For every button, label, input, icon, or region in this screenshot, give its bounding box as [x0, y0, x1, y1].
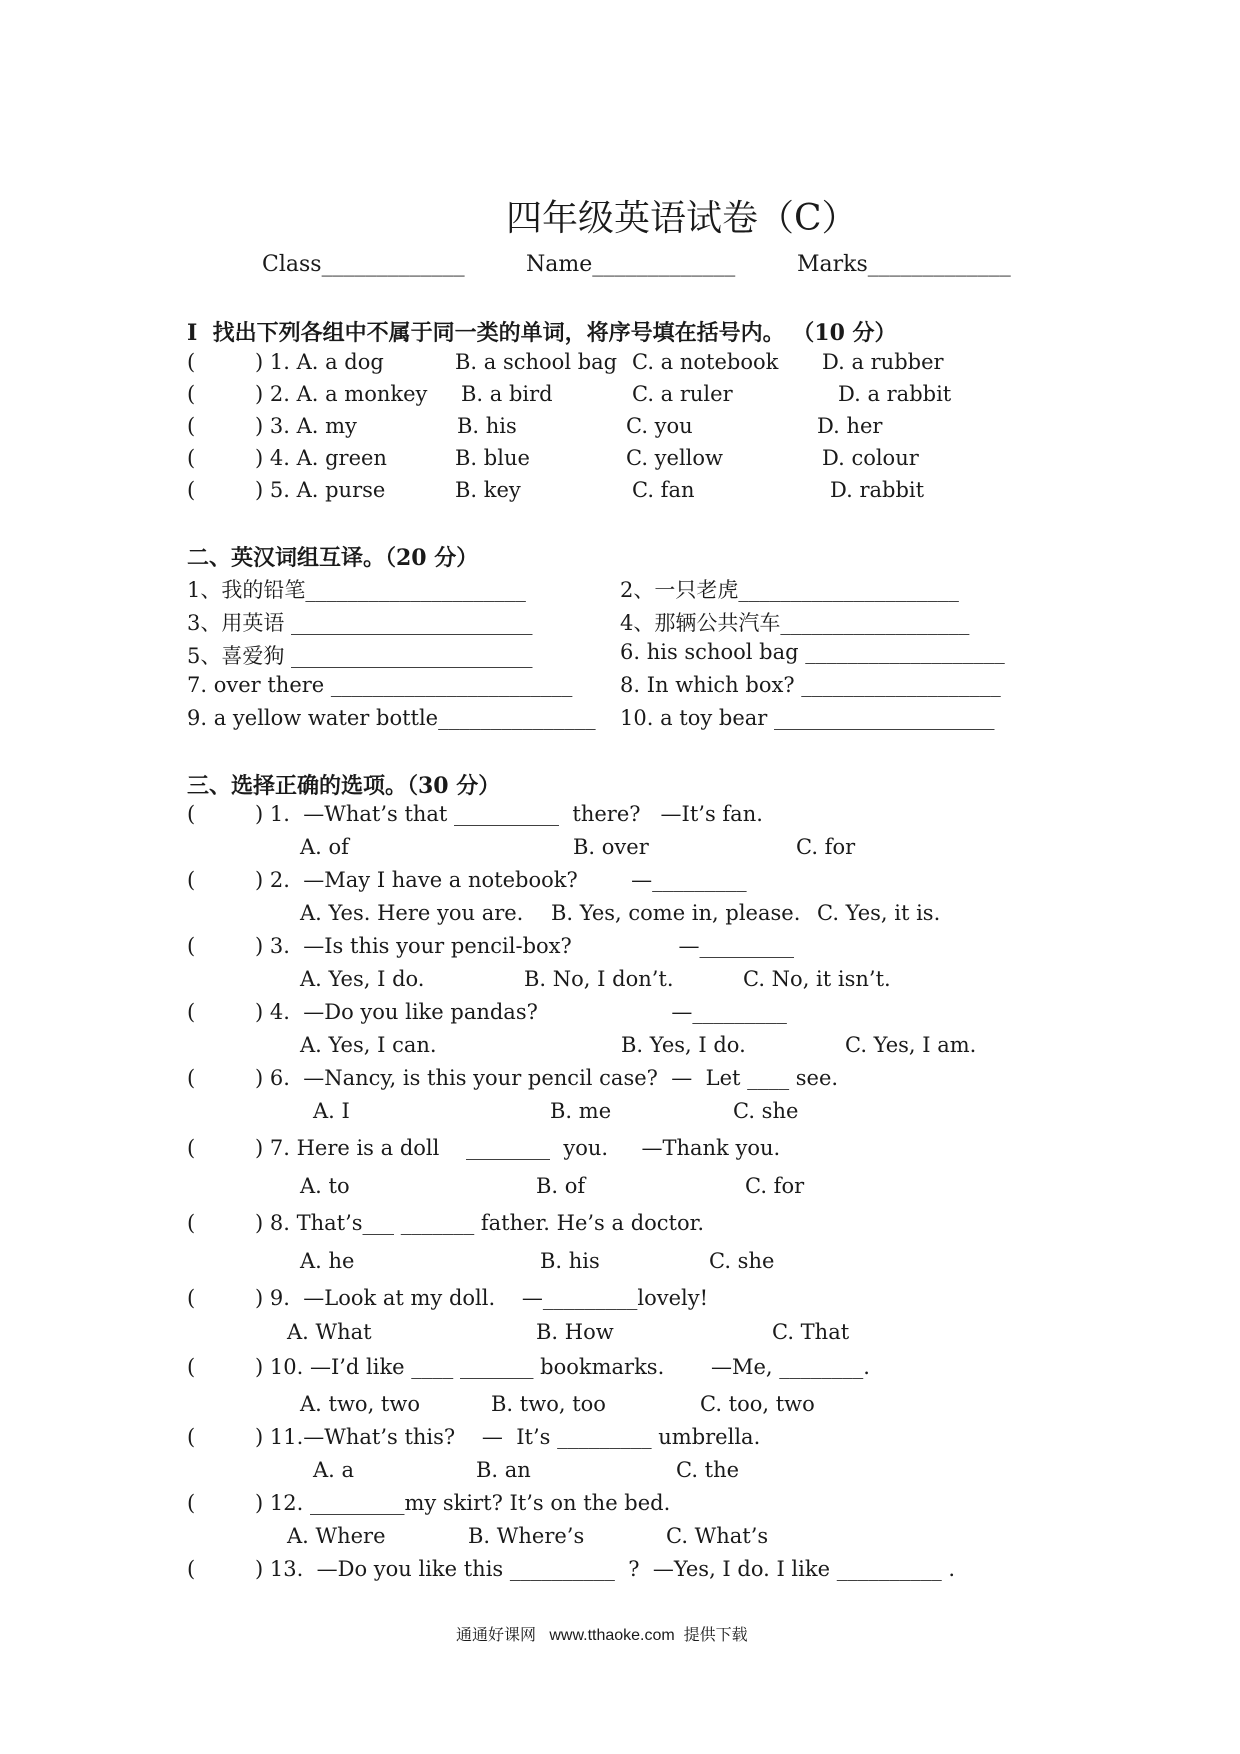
s3-paren: ( — [187, 1211, 196, 1235]
s3-option-c: C. Yes, it is. — [817, 901, 941, 925]
s3-paren: ( — [187, 1491, 196, 1515]
s3-option-b: B. an — [476, 1458, 531, 1482]
s2-right-item: 2、一只老虎_____________________ — [620, 578, 959, 602]
s2-left-item: 9. a yellow water bottle_______________ — [187, 706, 596, 730]
s3-option-b: B. over — [573, 835, 649, 859]
s3-option-a: A. Yes, I do. — [300, 967, 425, 991]
s3-question: ) 2. —May I have a notebook? —_________ — [255, 868, 747, 892]
s1-option-a: ) 1. A. a dog — [255, 350, 384, 374]
s3-option-c: C. What’s — [666, 1524, 769, 1548]
s3-option-a: A. two, two — [300, 1392, 420, 1416]
s2-left-item: 3、用英语 _______________________ — [187, 611, 533, 635]
s3-option-b: B. me — [550, 1099, 612, 1123]
s3-option-a: A. he — [300, 1249, 355, 1273]
s1-option-d: D. a rubber — [822, 350, 944, 374]
s3-question: ) 6. —Nancy, is this your pencil case? — Let ____ see. — [255, 1066, 839, 1090]
class-field: Class_____________ — [262, 252, 465, 277]
s1-option-b: B. his — [457, 414, 517, 438]
s1-option-d: D. rabbit — [830, 478, 925, 502]
s2-left-item: 1、我的铅笔_____________________ — [187, 578, 526, 602]
s3-question: ) 1. —What’s that __________ there? —It’s fan. — [255, 802, 763, 826]
s3-option-a: A. What — [287, 1320, 372, 1344]
s3-option-b: B. of — [536, 1174, 586, 1198]
s2-right-item: 4、那辆公共汽车__________________ — [620, 611, 970, 635]
s1-option-c: C. fan — [632, 478, 695, 502]
s3-option-b: B. How — [536, 1320, 614, 1344]
s3-paren: ( — [187, 1557, 196, 1581]
s1-paren: ( — [187, 350, 196, 374]
s3-option-a: A. a — [313, 1458, 355, 1482]
s3-option-a: A. Yes. Here you are. — [300, 901, 524, 925]
s1-option-c: C. you — [626, 414, 693, 438]
s3-question: ) 10. —I’d like ____ _______ bookmarks. —Me, ________. — [255, 1355, 870, 1379]
s3-option-a: A. of — [300, 835, 349, 859]
s2-right-item: 10. a toy bear _____________________ — [620, 706, 995, 730]
s3-option-b: B. two, too — [491, 1392, 606, 1416]
section-1-heading: I 找出下列各组中不属于同一类的单词，将序号填在括号内。 （10 分） — [187, 320, 897, 346]
s3-paren: ( — [187, 802, 196, 826]
name-field: Name_____________ — [526, 252, 736, 277]
footer-credit: 通通好课网 www.tthaoke.com 提供下载 — [456, 1627, 748, 1644]
s3-option-c: C. too, two — [700, 1392, 815, 1416]
s3-paren: ( — [187, 1355, 196, 1379]
s2-right-item: 8. In which box? ___________________ — [620, 673, 1001, 697]
s1-paren: ( — [187, 478, 196, 502]
s3-paren: ( — [187, 1286, 196, 1310]
s1-option-b: B. a school bag — [455, 350, 618, 374]
s1-option-d: D. a rabbit — [838, 382, 952, 406]
s3-option-b: B. his — [540, 1249, 600, 1273]
s3-option-c: C. she — [733, 1099, 799, 1123]
s3-option-c: C. No, it isn’t. — [743, 967, 891, 991]
s1-option-a: ) 2. A. a monkey — [255, 382, 428, 406]
s3-option-a: A. Yes, I can. — [300, 1033, 437, 1057]
s3-paren: ( — [187, 1425, 196, 1449]
s1-paren: ( — [187, 382, 196, 406]
s2-left-item: 5、喜爱狗 _______________________ — [187, 644, 533, 668]
section-2-heading: 二、英汉词组互译。（20 分） — [187, 545, 479, 571]
s1-option-b: B. blue — [455, 446, 530, 470]
s3-question: ) 9. —Look at my doll. —_________lovely! — [255, 1286, 709, 1310]
s3-option-c: C. That — [772, 1320, 850, 1344]
s3-paren: ( — [187, 1066, 196, 1090]
s3-question: ) 11.—What’s this? — It’s _________ umbrella. — [255, 1425, 761, 1449]
s1-option-a: ) 5. A. purse — [255, 478, 386, 502]
s3-question: ) 7. Here is a doll ________ you. —Thank you. — [255, 1136, 781, 1160]
s3-question: ) 4. —Do you like pandas? —_________ — [255, 1000, 787, 1024]
s3-option-c: C. for — [745, 1174, 805, 1198]
s3-question: ) 13. —Do you like this __________ ? —Yes, I do. I like __________ . — [255, 1557, 956, 1581]
s3-option-a: A. Where — [287, 1524, 386, 1548]
s3-option-a: A. I — [313, 1099, 350, 1123]
s1-option-c: C. a ruler — [632, 382, 733, 406]
s3-option-c: C. she — [709, 1249, 775, 1273]
page-title: 四年级英语试卷（C） — [506, 198, 858, 239]
s3-paren: ( — [187, 868, 196, 892]
s2-right-item: 6. his school bag ___________________ — [620, 640, 1005, 664]
s3-option-c: C. the — [676, 1458, 740, 1482]
s1-paren: ( — [187, 446, 196, 470]
s1-option-b: B. key — [455, 478, 521, 502]
s3-option-c: C. Yes, I am. — [845, 1033, 977, 1057]
s1-option-c: C. yellow — [626, 446, 724, 470]
s3-question: ) 8. That’s___ _______ father. He’s a doctor. — [255, 1211, 705, 1235]
s2-left-item: 7. over there _______________________ — [187, 673, 573, 697]
s3-question: ) 3. —Is this your pencil-box? —_________ — [255, 934, 795, 958]
s3-option-b: B. Where’s — [468, 1524, 585, 1548]
s3-paren: ( — [187, 934, 196, 958]
s3-paren: ( — [187, 1136, 196, 1160]
s3-option-b: B. No, I don’t. — [524, 967, 674, 991]
s1-option-a: ) 4. A. green — [255, 446, 387, 470]
section-3-heading: 三、选择正确的选项。（30 分） — [187, 773, 501, 799]
s1-option-d: D. colour — [822, 446, 919, 470]
s3-paren: ( — [187, 1000, 196, 1024]
s1-option-a: ) 3. A. my — [255, 414, 357, 438]
s3-option-b: B. Yes, come in, please. — [551, 901, 801, 925]
s1-option-c: C. a notebook — [632, 350, 779, 374]
s3-question: ) 12. _________my skirt? It’s on the bed. — [255, 1491, 671, 1515]
s3-option-c: C. for — [796, 835, 856, 859]
s1-option-d: D. her — [817, 414, 883, 438]
s3-option-a: A. to — [300, 1174, 350, 1198]
marks-field: Marks_____________ — [797, 252, 1011, 277]
s1-paren: ( — [187, 414, 196, 438]
s1-option-b: B. a bird — [461, 382, 553, 406]
s3-option-b: B. Yes, I do. — [621, 1033, 746, 1057]
